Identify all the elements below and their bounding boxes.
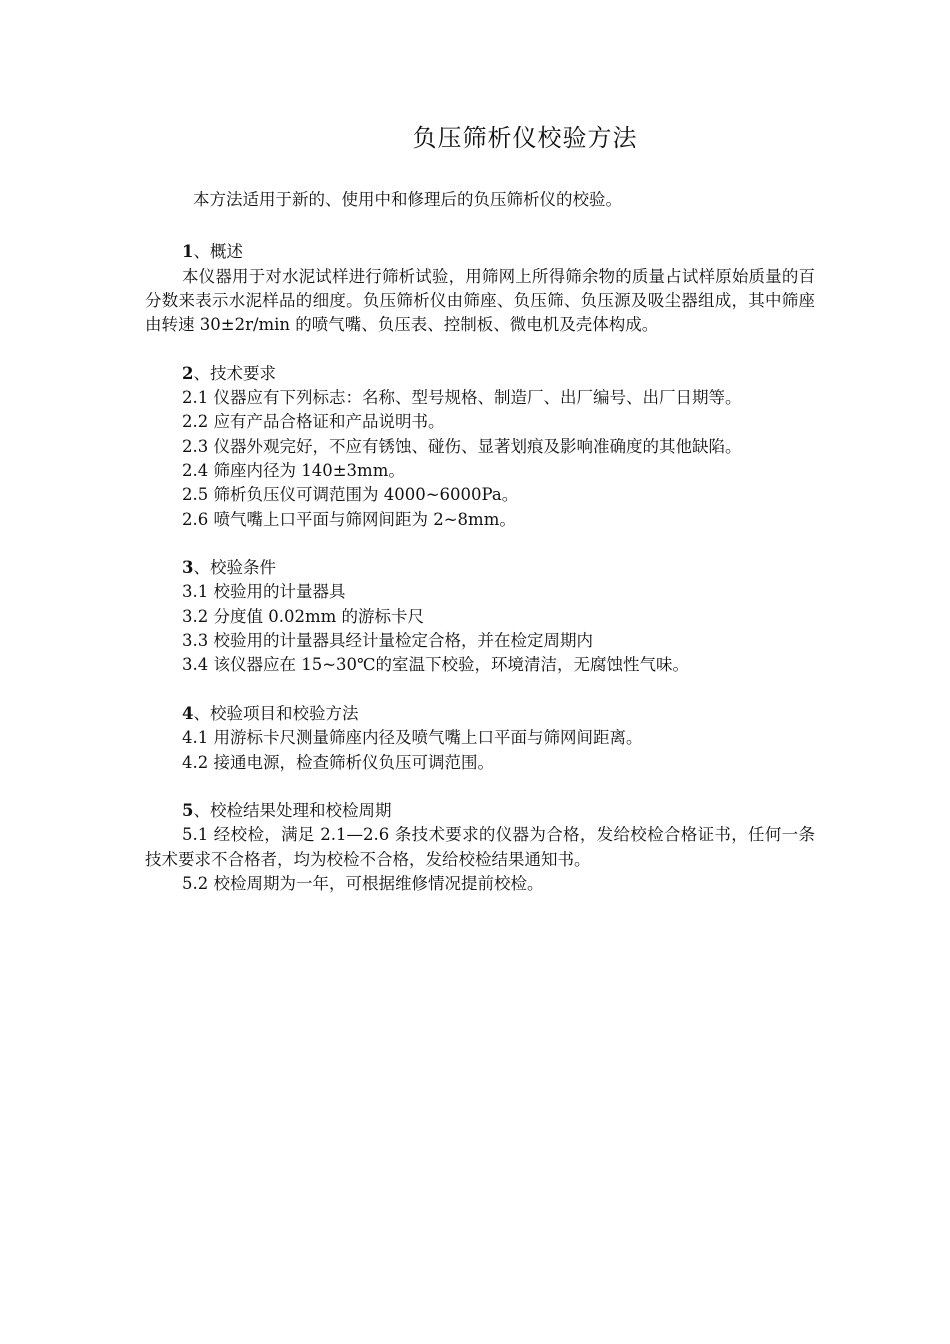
section-number: 2 <box>182 363 194 383</box>
section-title: 、技术要求 <box>193 363 276 383</box>
section-number: 1 <box>182 242 194 262</box>
list-item: 2.6 喷气嘴上口平面与筛网间距为 2~8mm。 <box>182 509 516 529</box>
section-number: 3 <box>182 558 194 578</box>
intro-paragraph: 本方法适用于新的、使用中和修理后的负压筛析仪的校验。 <box>193 190 622 209</box>
list-item: 2.5 筛析负压仪可调范围为 4000~6000Pa。 <box>182 485 519 505</box>
list-item: 3.3 校验用的计量器具经计量检定合格，并在检定周期内 <box>182 631 593 651</box>
section-4 <box>145 702 815 775</box>
section-1 <box>145 240 815 337</box>
list-item: 5.1 经校检，满足 2.1—2.6 条技术要求的仪器为合格，发给校检合格证书，任何一条技术要求不合格者，均为校检不合格，发给校检结果通知书。 <box>145 825 815 869</box>
section-paragraph: 本仪器用于对水泥试样进行筛析试验，用筛网上所得筛余物的质量占试样原始质量的百分数来表示水泥样品的细度。负压筛析仪由筛座、负压筛、负压源及吸尘器组成，其中筛座由转速 30±2r/min 的喷气嘴、负压表、控制板、微电机及壳体构成。 <box>145 266 815 335</box>
section-2 <box>145 362 815 532</box>
list-item: 2.2 应有产品合格证和产品说明书。 <box>182 412 445 432</box>
section-3 <box>145 556 815 677</box>
list-item: 2.3 仪器外观完好，不应有锈蚀、碰伤、显著划痕及影响准确度的其他缺陷。 <box>182 436 742 456</box>
section-heading <box>145 702 815 726</box>
list-item: 3.4 该仪器应在 15~30℃的室温下校验，环境清洁，无腐蚀性气味。 <box>182 655 690 675</box>
section-title: 、校验项目和校验方法 <box>193 703 359 723</box>
list-item: 3.2 分度值 0.02mm 的游标卡尺 <box>182 606 425 626</box>
document-title: 负压筛析仪校验方法 <box>412 124 638 152</box>
section-title: 、概述 <box>193 242 243 262</box>
list-item: 2.4 筛座内径为 140±3mm。 <box>182 460 405 480</box>
section-5 <box>145 799 815 896</box>
section-heading <box>145 240 815 264</box>
section-heading <box>145 799 815 823</box>
list-item: 3.1 校验用的计量器具 <box>182 582 346 602</box>
section-number: 5 <box>182 801 194 821</box>
section-heading <box>145 362 815 386</box>
list-item: 4.2 接通电源，检查筛析仪负压可调范围。 <box>182 752 494 772</box>
section-title: 、校检结果处理和校检周期 <box>193 801 392 821</box>
list-item: 4.1 用游标卡尺测量筛座内径及喷气嘴上口平面与筛网间距离。 <box>182 728 643 748</box>
list-item: 2.1 仪器应有下列标志：名称、型号规格、制造厂、出厂编号、出厂日期等。 <box>182 388 742 408</box>
section-title: 、校验条件 <box>193 558 276 578</box>
section-heading <box>145 556 815 580</box>
list-item: 5.2 校检周期为一年，可根据维修情况提前校检。 <box>182 874 544 894</box>
section-number: 4 <box>182 703 194 723</box>
document-body <box>145 188 815 896</box>
